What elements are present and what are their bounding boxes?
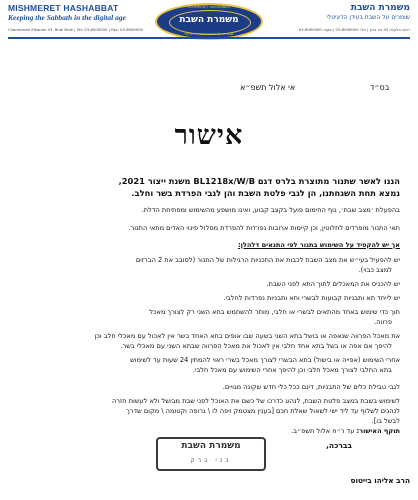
logo-ring-bottom: שומרים על השבת בעידן הדיגיטלי [184,32,234,36]
tagline-en: Keeping the Sabbath in the digital age [8,13,126,22]
official-stamp [156,437,266,471]
address-en: Chanmarah Elkonon 43, Bnei Brak | Tel: 03-6000000 | Fax: 03-6000000 [8,27,144,32]
validity-label: תוקף האישור: [356,427,400,435]
condition-line: את מאכל הפרווה שנאפה או בושל בתא השני בשעה שבו אופים בתא האחד בשר אין לאכול עם מאכלי חלב וכן [94,332,400,340]
validity-line [16,428,400,435]
conditions-title: אך יש להקפיד על השימוש בתנור לפי התנאים דלהלן: [238,241,400,249]
document-title: אישור [174,120,244,151]
bsd-mark: בס״ד [370,83,390,92]
stamp-subtitle: בני ברק [190,457,232,464]
condition-line: יש להפעיל בעי״ש את מצב השבת לכבות את התכניות הרגילות של התנור (לסובב את 2 הברזים [135,256,400,264]
validity-value: עד ר״ח אלול תשפ״ב. [291,427,355,435]
header-divider [8,37,410,39]
condition-line: אחרי השימוש (אפייה או בישול) בתא הבשרי לצורך מאכל בשרי ראוי להמתין 24 שעות עד לשימוש [130,356,400,364]
logo-text: משמרת השבת [179,15,239,25]
condition-line: בתא החלבי לצורך מאכל חלבי וכן להיפך אחרי השימוש עם מאכל חלבי. [192,366,392,374]
intro-1b: משנת ייצור 2021, [118,176,191,186]
condition-line: יש להכניס את המאכלים לתוך התא לפני השבת. [266,280,400,288]
shabbat-note-2: לנהגים לשלוף עד ליד ישי לשאול שאלת חכם [בענין מצטמק ויפה לו \ גרופה וקטומה \ מקום שדרך [126,407,400,415]
shabbat-note-3: לבשל בו]. [371,417,400,425]
tagline-he: שומרים על השבת בעידן הדיגיטלי [326,14,410,21]
condition-line: להיפך אם אפה או בשל בתא אחד חלבי אין לאכול את מאכל הפרווה שבתא השני עם מאכלי בשר. [120,342,392,350]
intro-line-3: בהפעלת ׳מצב שבת׳, גוף החימום פועל בקצב קבוע, ואינו מושפע מהשימוש ומפתיחת הדלת. [141,206,400,214]
brand-name-he: משמרת השבת [350,3,410,13]
signature: הרב אליהו בייטוס [350,476,410,485]
intro-line-2: נמצא תחת השגחתנו, הן לגבי פלטת השבת והן לגבי הפרדת בשר וחלב. [131,188,400,198]
brand-name-en: MISHMERET HASHABBAT [8,3,119,13]
intro-line-1 [16,177,400,185]
organization-logo [155,3,263,40]
stamp-title: משמרת השבת [181,441,241,451]
intro-1a: הננו לאשר שתנור מתוצרת בלרס דגם [257,176,400,186]
model-number: BL1218x/W/B [193,176,256,186]
condition-line: למצב כבוי). [358,266,392,274]
condition-line: תוך כדי שימוש באחד מהתאים לבשרי או חלבי, מותר להשתמש בתא השני רק לצורך מאכל [149,308,400,316]
intro-line-4: תאי התנור מופרדים לחלוטין, וכן קיימות ארובות נפרדות להפרדת מסלול פינוי האדים מתאי התנור. [128,224,400,232]
shabbat-note-1: לשימוש בשבת במצב פלטת השבת, לנהוג כדרכו של כשם את האוכל לפני שבת מבושל ולא לעשות חזרה [111,397,400,405]
condition-line: יש לייחד תא ותבניות קבועות לבשרי ותא ותבניות נפרדות לחלבי. [223,294,400,302]
document-date: אי אלול תשפ״א [240,83,296,92]
condition-line: פרווה. [374,318,392,326]
address-he: רחוב אלקנה 43 בני ברק | טל: 03-6000000 | פקס: 03-6000000 [298,27,410,32]
blessing: בברכה, [326,441,352,450]
logo-ring-top: MISHMERET HASHABBAT [187,5,231,9]
immersion-note: לגבי טבילת כלים של התבניות, דינם ככל כלי חדש שקונה מגויים. [222,383,400,391]
